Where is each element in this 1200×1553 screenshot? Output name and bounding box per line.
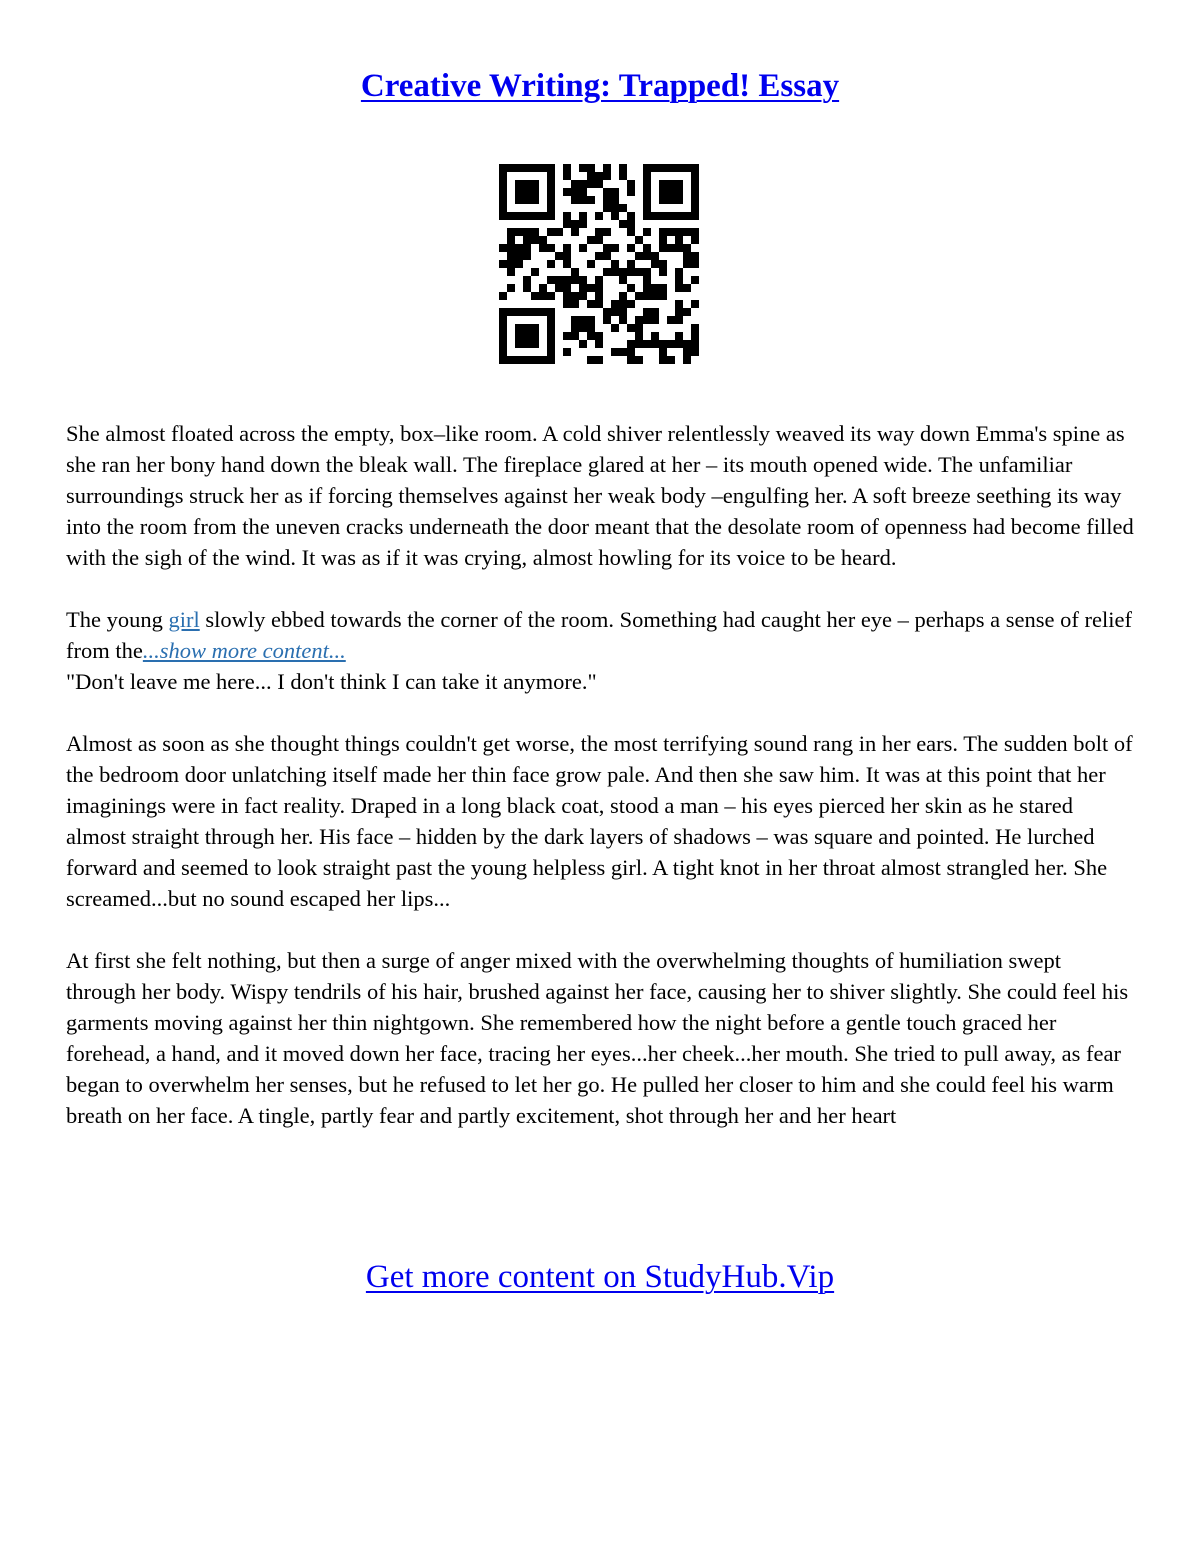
paragraph-gap	[66, 697, 1136, 728]
paragraph-gap	[66, 914, 1136, 945]
qr-code-icon	[499, 164, 699, 364]
title-link[interactable]: Creative Writing: Trapped! Essay	[360, 68, 840, 104]
page-title	[0, 66, 1200, 106]
get-more-content-link[interactable]: Get more content on StudyHub.Vip	[365, 1259, 835, 1295]
paragraph-2-quote: "Don't leave me here... I don't think I can take it anymore."	[66, 669, 597, 694]
paragraph-2	[66, 604, 1136, 666]
paragraph-3: Almost as soon as she thought things couldn't get worse, the most terrifying sound rang in her ears. The sudden bolt of the bedroom door unlatching itself made her thin face grow pale. And then she saw him. It was at this point that her imaginings were in fact reality. Draped in a long black coat, stood a man – his eyes pierced her skin as he stared almost straight through her. His face – hidden by the dark layers of shadows – was square and pointed. He lurched forward and seemed to look straight past the young helpless girl. A tight knot in her throat almost strangled her. She screamed...but no sound escaped her lips...	[66, 731, 1133, 911]
paragraph-2-middle: slowly ebbed towards the corner of the room. Something had caught her eye – perhaps a sense of relief from the	[66, 607, 1132, 663]
cta-container	[0, 1256, 1200, 1298]
paragraph-gap	[66, 573, 1136, 604]
girl-link[interactable]: girl	[168, 607, 200, 632]
qr-code-image	[499, 164, 699, 364]
paragraph-2-start: The young	[66, 607, 169, 632]
show-more-link[interactable]: ...show more content...	[142, 638, 346, 663]
paragraph-4: At first she felt nothing, but then a surge of anger mixed with the overwhelming thoughts of humiliation swept through her body. Wispy tendrils of his hair, brushed against her face, causing her to shiver slightly. She could feel his garments moving against her thin nightgown. She remembered how the night before a gentle touch graced her forehead, a hand, and it moved down her face, tracing her eyes...her cheek...her mouth. She tried to pull away, as fear began to overwhelm her senses, but he refused to let her go. He pulled her closer to him and she could feel his warm breath on her face. A tingle, partly fear and partly excitement, shot through her and her heart	[66, 948, 1129, 1128]
essay-body	[66, 418, 1136, 1131]
paragraph-1: She almost floated across the empty, box–like room. A cold shiver relentlessly weaved its way down Emma's spine as she ran her bony hand down the bleak wall. The fireplace glared at her – its mouth opened wide. The unfamiliar surroundings struck her as if forcing themselves against her weak body –engulfing her. A soft breeze seething its way into the room from the uneven cracks underneath the door meant that the desolate room of openness had become filled with the sigh of the wind. It was as if it was crying, almost howling for its voice to be heard.	[66, 421, 1134, 570]
